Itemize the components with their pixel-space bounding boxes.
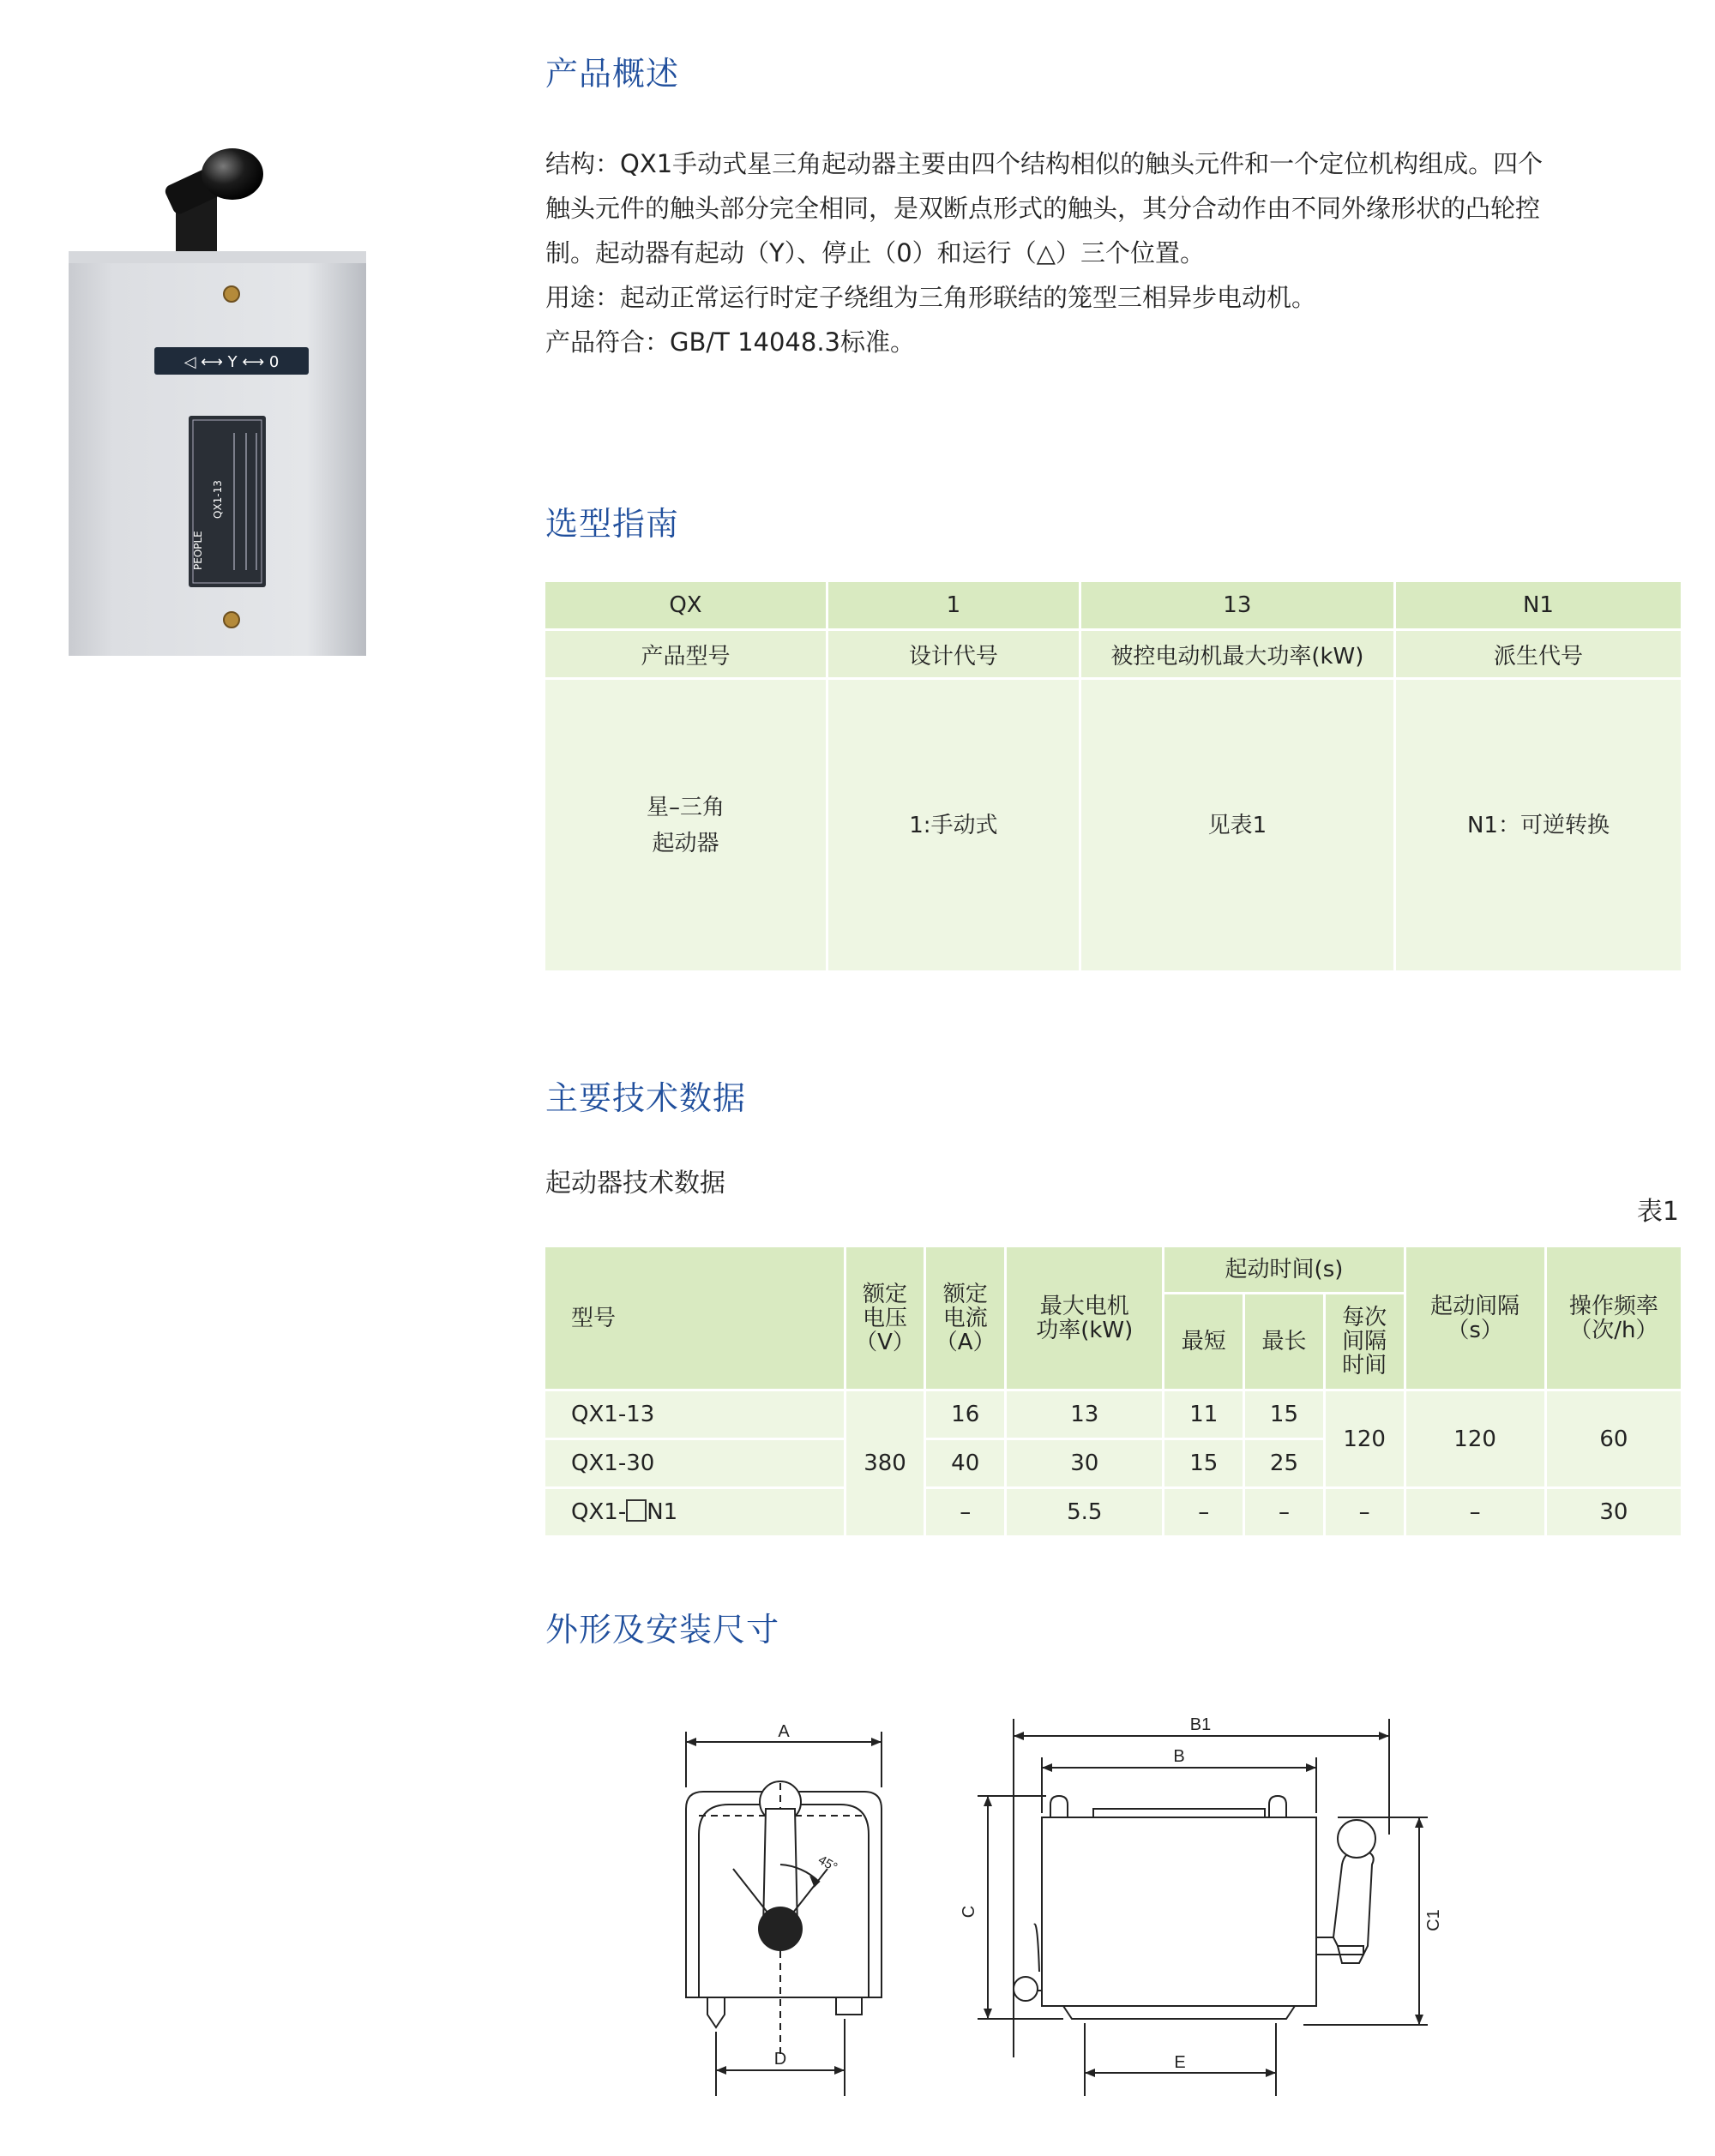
header-cell: 产品型号 [545,631,826,677]
min-cell: 11 [1164,1391,1243,1438]
dim-c1: C1 [1424,1909,1443,1931]
code-cell: 13 [1081,582,1393,628]
code-cell: N1 [1396,582,1681,628]
overview-line: 结构：QX1手动式星三角起动器主要由四个结构相似的触头元件和一个定位机构组成。四个 [545,149,1544,178]
voltage-cell: 380 [846,1391,924,1535]
th-max: 最长 [1245,1294,1323,1389]
freq-cell: 30 [1547,1489,1681,1535]
interval-each-cell: – [1326,1489,1404,1535]
min-cell: 15 [1164,1440,1243,1486]
dim-b: B [1173,1747,1185,1766]
dim-d: D [773,2050,787,2069]
overview-line: 触头元件的触头部分完全相同，是双断点形式的触头，其分合动作由不同外缘形状的凸轮控 [545,194,1541,223]
header-cell: 派生代号 [1396,631,1681,677]
desc-line: 起动器 [652,830,719,856]
row-model [545,1489,844,1535]
label-strip: ◁ ⟷ Y ⟷ 0 [184,353,280,371]
max-cell: 25 [1245,1440,1323,1486]
overview-line: 用途：起动正常运行时定子绕组为三角形联结的笼型三相异步电动机。 [545,283,1317,312]
th-freq: 操作频率 （次/h） [1547,1247,1681,1389]
selection-table [543,580,1683,973]
power-cell: 见表1 [1081,680,1393,970]
dim-a: A [778,1722,790,1741]
th-model: 型号 [545,1247,844,1389]
code-cell: QX [545,582,826,628]
th-interval-each: 每次 间隔 时间 [1326,1294,1404,1389]
max-cell: – [1245,1489,1323,1535]
nameplate-brand: PEOPLE [192,531,204,570]
current-cell: 40 [926,1440,1004,1486]
th-voltage: 额定 电压 （V） [846,1247,924,1389]
th-power: 最大电机 功率(kW) [1007,1247,1162,1389]
dim-c: C [960,1905,978,1919]
nameplate-model: QX1-13 [212,480,224,519]
dimension-drawing [652,1715,1509,2143]
product-photo [64,141,382,664]
dim-e: E [1174,2053,1186,2072]
current-cell: 16 [926,1391,1004,1438]
current-cell: – [926,1489,1004,1535]
start-interval-cell: 120 [1406,1391,1544,1486]
interval-each-cell: 120 [1326,1391,1404,1486]
th-start-time: 起动时间(s) [1164,1247,1403,1292]
section-title-dimension: 外形及安装尺寸 [545,1611,780,1649]
power-cell: 30 [1007,1440,1162,1486]
desc-cell [545,680,826,970]
th-min: 最短 [1164,1294,1243,1389]
power-cell: 5.5 [1007,1489,1162,1535]
th-current: 额定 电流 （A） [926,1247,1004,1389]
model-prefix: QX1- [571,1499,627,1525]
freq-cell: 60 [1547,1391,1681,1486]
tech-table [543,1245,1683,1538]
section-title-overview: 产品概述 [545,55,680,93]
dim-angle: 45° [815,1853,840,1876]
min-cell: – [1164,1489,1243,1535]
overview-line: 制。起动器有起动（Y）、停止（0）和运行（△）三个位置。 [545,238,1205,267]
row-model: QX1-30 [545,1440,844,1486]
model-suffix: N1 [647,1499,678,1525]
section-title-tech: 主要技术数据 [545,1079,747,1117]
desc-line: 星–三角 [646,794,725,820]
table-number: 表1 [1636,1197,1679,1227]
header-cell: 设计代号 [828,631,1079,677]
design-cell: 1:手动式 [828,680,1079,970]
tech-caption: 起动器技术数据 [545,1168,725,1198]
header-cell: 被控电动机最大功率(kW) [1081,631,1393,677]
overview-text [545,141,1677,364]
th-start-interval: 起动间隔 （s） [1406,1247,1544,1389]
code-cell: 1 [828,582,1079,628]
power-cell: 13 [1007,1391,1162,1438]
section-title-selection: 选型指南 [545,505,680,543]
start-interval-cell: – [1406,1489,1544,1535]
dim-b1: B1 [1189,1715,1212,1734]
derived-cell: N1：可逆转换 [1396,680,1681,970]
overview-line: 产品符合：GB/T 14048.3标准。 [545,327,915,357]
model-box-icon [626,1499,647,1522]
row-model: QX1-13 [545,1391,844,1438]
max-cell: 15 [1245,1391,1323,1438]
